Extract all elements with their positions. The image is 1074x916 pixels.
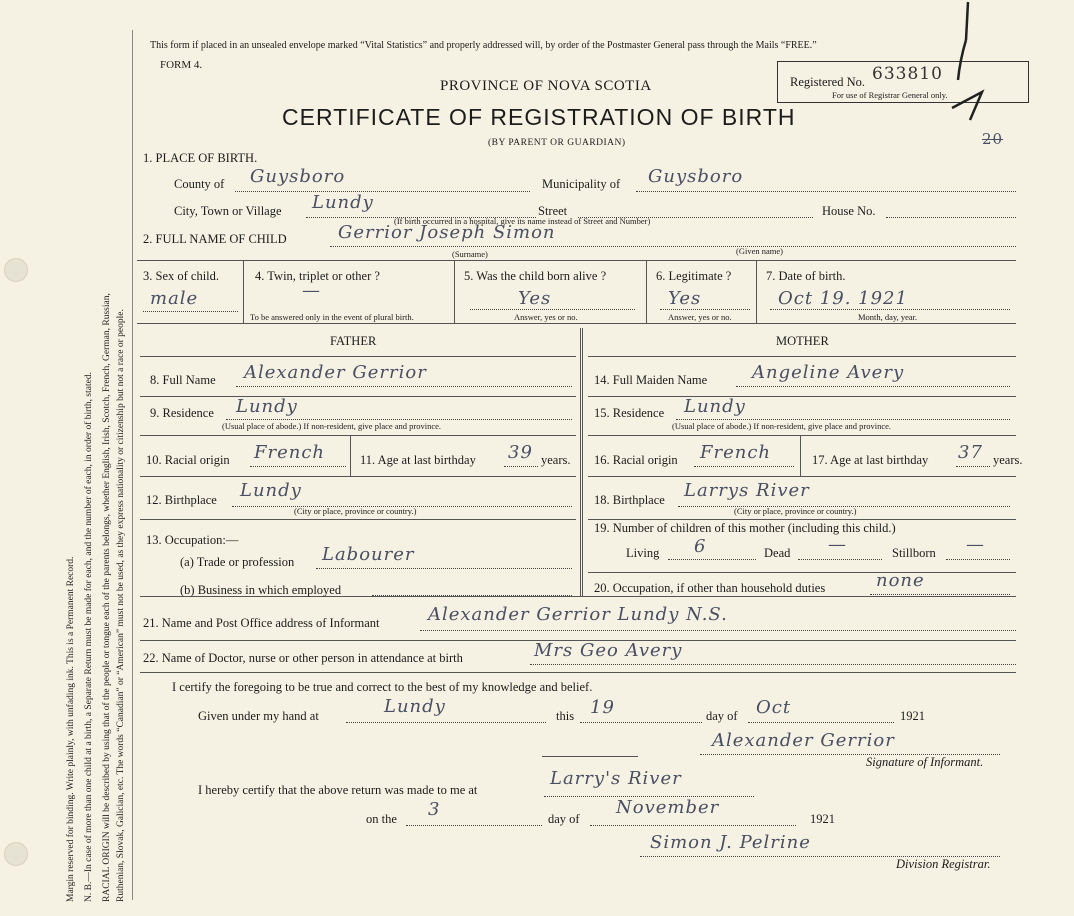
- house-label: House No.: [822, 204, 876, 218]
- house-line: [886, 217, 1016, 218]
- informant-signature-label: Signature of Informant.: [866, 755, 984, 769]
- registrar-day-value: 3: [428, 799, 441, 820]
- sidebar-line-1: Margin reserved for binding. Write plainly, with unfading ink. This is a Permanent Record.: [66, 556, 76, 902]
- dob-label: 7. Date of birth.: [766, 269, 846, 283]
- father-birthplace-label: 12. Birthplace: [146, 493, 217, 507]
- mother-racial-line: [694, 466, 794, 467]
- registered-label: Registered No.: [790, 75, 865, 89]
- father-residence-note: (Usual place of abode.) If non-resident, give place and province.: [222, 421, 442, 431]
- mother-birthplace-note: (City or place, province or country.): [734, 506, 857, 516]
- mother-heading: MOTHER: [776, 334, 829, 348]
- father-racial-line: [250, 466, 346, 467]
- mother-birthplace-label: 18. Birthplace: [594, 493, 665, 507]
- mother-occupation-value: none: [876, 570, 925, 591]
- surname-note: (Surname): [452, 249, 488, 259]
- father-age-value: 39: [508, 442, 533, 463]
- cell-divider: [646, 260, 647, 323]
- cell-divider: [800, 435, 801, 476]
- father-heading: FATHER: [330, 334, 377, 348]
- day-line: [580, 722, 702, 723]
- given-place-line: [346, 722, 546, 723]
- cert-day-value: 19: [590, 697, 615, 718]
- registrar-day-line: [406, 825, 542, 826]
- father-age-line: [504, 466, 538, 467]
- twin-label: 4. Twin, triplet or other ?: [255, 269, 380, 283]
- row-divider: [140, 476, 576, 477]
- mother-residence-label: 15. Residence: [594, 406, 665, 420]
- dayof-label: day of: [706, 709, 738, 723]
- mother-occupation-line: [870, 594, 1010, 595]
- street-label: Street: [538, 204, 568, 218]
- dob-note: Month, day, year.: [858, 312, 918, 322]
- registrar-statement: I hereby certify that the above return was made to me at: [198, 783, 478, 797]
- given-under-label: Given under my hand at: [198, 709, 319, 723]
- binding-margin-line: [132, 30, 133, 900]
- municipality-label: Municipality of: [542, 177, 621, 191]
- registrar-use-note: For use of Registrar General only.: [832, 90, 948, 100]
- registrar-dayof-label: day of: [548, 812, 580, 826]
- punch-hole: [4, 258, 28, 282]
- father-name-line: [236, 386, 572, 387]
- municipality-value: Guysboro: [648, 166, 744, 187]
- given-place-value: Lundy: [384, 696, 446, 717]
- dob-line: [770, 309, 1010, 310]
- living-value: 6: [694, 536, 707, 557]
- row-divider: [137, 323, 1016, 324]
- mother-residence-line: [676, 419, 1010, 420]
- sidebar-line-3: RACIAL ORIGIN will be described by using that of the people or tongue each of the parents belongs, whether English, Irish, Scotch, French, German, Russian,: [102, 293, 112, 902]
- cell-divider: [756, 260, 757, 323]
- father-business-label: (b) Business in which employed: [180, 583, 342, 597]
- informant-value: Alexander Gerrior Lundy N.S.: [428, 604, 728, 625]
- hospital-note: (If birth occurred in a hospital, give its name instead of Street and Number): [394, 216, 651, 226]
- cell-divider: [350, 435, 351, 476]
- registrar-month-value: November: [616, 797, 720, 818]
- legitimate-note: Answer, yes or no.: [668, 312, 732, 322]
- informant-signature: Alexander Gerrior: [712, 730, 895, 751]
- mother-years-label: years.: [993, 453, 1023, 467]
- father-years-label: years.: [541, 453, 571, 467]
- mother-children-label: 19. Number of children of this mother (including this child.): [594, 521, 896, 535]
- father-residence-line: [226, 419, 572, 420]
- punch-hole: [4, 842, 28, 866]
- sex-label: 3. Sex of child.: [143, 269, 220, 283]
- city-value: Lundy: [312, 192, 374, 213]
- registrar-month-line: [590, 825, 796, 826]
- row-divider: [588, 572, 1016, 573]
- mother-header-line: [588, 356, 1016, 357]
- stillborn-line: [946, 559, 1010, 560]
- row-divider: [137, 260, 1016, 261]
- father-birthplace-note: (City or place, province or country.): [294, 506, 417, 516]
- row-divider: [140, 435, 576, 436]
- county-label: County of: [174, 177, 225, 191]
- registered-number: 633810: [872, 64, 943, 84]
- informant-line: [420, 630, 1016, 631]
- cell-divider: [454, 260, 455, 323]
- alive-label: 5. Was the child born alive ?: [464, 269, 607, 283]
- father-residence-value: Lundy: [236, 396, 298, 417]
- dob-value: Oct 19. 1921: [778, 288, 908, 309]
- dead-value: —: [828, 534, 847, 555]
- this-label: this: [556, 709, 575, 723]
- given-name-note: (Given name): [736, 246, 783, 256]
- mother-age-line: [956, 466, 990, 467]
- father-business-line: [372, 595, 572, 596]
- father-age-label: 11. Age at last birthday: [360, 453, 476, 467]
- father-racial-label: 10. Racial origin: [146, 453, 230, 467]
- living-label: Living: [626, 546, 660, 560]
- mother-age-value: 37: [958, 442, 983, 463]
- alive-value: Yes: [518, 288, 552, 309]
- twin-value: —: [302, 280, 321, 301]
- mother-birthplace-value: Larrys River: [684, 480, 810, 501]
- short-rule: [542, 756, 638, 757]
- parents-divider: [580, 328, 583, 596]
- sex-line: [143, 311, 238, 312]
- province-heading: PROVINCE OF NOVA SCOTIA: [440, 78, 652, 94]
- row-divider: [140, 672, 1016, 673]
- stillborn-value: —: [966, 534, 985, 555]
- row-divider: [588, 476, 1016, 477]
- dead-line: [798, 559, 882, 560]
- mother-occupation-label: 20. Occupation, if other than household duties: [594, 581, 826, 595]
- place-section-label: 1. PLACE OF BIRTH.: [143, 151, 258, 165]
- row-divider: [588, 396, 1016, 397]
- cell-divider: [243, 260, 244, 323]
- alive-line: [470, 309, 635, 310]
- cert-month-value: Oct: [756, 697, 792, 718]
- mother-name-value: Angeline Avery: [752, 362, 905, 383]
- sidebar-line-2: N. B.—In case of more than one child at a birth, a Separate Return must be made for each, and the number of each, in order of birth, stated.: [84, 372, 94, 902]
- father-trade-line: [316, 568, 572, 569]
- mother-residence-note: (Usual place of abode.) If non-resident, give place and province.: [672, 421, 892, 431]
- mother-racial-value: French: [700, 442, 772, 463]
- cert-year: 1921: [900, 709, 925, 723]
- father-birthplace-value: Lundy: [240, 480, 302, 501]
- page-title: CERTIFICATE OF REGISTRATION OF BIRTH: [282, 104, 796, 130]
- registrar-signature-label: Division Registrar.: [896, 857, 991, 871]
- corner-number: 20: [982, 130, 1004, 148]
- mother-name-line: [736, 386, 1010, 387]
- county-value: Guysboro: [250, 166, 346, 187]
- city-label: City, Town or Village: [174, 204, 282, 218]
- father-trade-value: Labourer: [322, 544, 415, 565]
- doctor-value: Mrs Geo Avery: [534, 640, 683, 661]
- sex-value: male: [150, 288, 199, 309]
- registrar-place-value: Larry's River: [550, 768, 682, 789]
- father-name-value: Alexander Gerrior: [244, 362, 427, 383]
- mother-name-label: 14. Full Maiden Name: [594, 373, 708, 387]
- father-residence-label: 9. Residence: [150, 406, 214, 420]
- father-name-label: 8. Full Name: [150, 373, 216, 387]
- father-trade-label: (a) Trade or profession: [180, 555, 295, 569]
- doctor-line: [530, 664, 1016, 665]
- dead-label: Dead: [764, 546, 791, 560]
- legitimate-label: 6. Legitimate ?: [656, 269, 732, 283]
- onthe-label: on the: [366, 812, 397, 826]
- page-subtitle: (BY PARENT OR GUARDIAN): [488, 138, 626, 148]
- registrar-signature: Simon J. Pelrine: [650, 832, 811, 853]
- legitimate-line: [660, 309, 750, 310]
- doctor-label: 22. Name of Doctor, nurse or other person in attendance at birth: [143, 651, 463, 665]
- registrar-pen-mark: [930, 0, 990, 125]
- child-name-label: 2. FULL NAME OF CHILD: [143, 232, 287, 246]
- registrar-year: 1921: [810, 812, 835, 826]
- father-header-line: [140, 356, 576, 357]
- father-occupation-label: 13. Occupation:—: [146, 533, 239, 547]
- row-divider: [140, 396, 576, 397]
- living-line: [668, 559, 756, 560]
- row-divider: [588, 519, 1016, 520]
- father-racial-value: French: [254, 442, 326, 463]
- legitimate-value: Yes: [668, 288, 702, 309]
- sidebar-line-4: Ruthenian, Slovak, Galician, etc. The words “Canadian” or “American” must not be used, as they express nationality or citizenship but not a race or people.: [116, 309, 126, 902]
- postal-note: This form if placed in an unsealed envelope marked “Vital Statistics” and properly addressed will, by order of the Postmaster General pass through the Mails “FREE.”: [150, 40, 817, 51]
- alive-note: Answer, yes or no.: [514, 312, 578, 322]
- form-number: FORM 4.: [160, 59, 203, 71]
- child-name-line: [330, 246, 1016, 247]
- county-line: [235, 191, 530, 192]
- certify-statement: I certify the foregoing to be true and correct to the best of my knowledge and belief.: [172, 680, 593, 694]
- row-divider: [140, 519, 576, 520]
- mother-racial-label: 16. Racial origin: [594, 453, 678, 467]
- row-divider: [588, 435, 1016, 436]
- informant-label: 21. Name and Post Office address of Informant: [143, 616, 380, 630]
- month-line: [748, 722, 894, 723]
- mother-residence-value: Lundy: [684, 396, 746, 417]
- twin-note: To be answered only in the event of plural birth.: [250, 312, 414, 322]
- municipality-line: [636, 191, 1016, 192]
- mother-age-label: 17. Age at last birthday: [812, 453, 929, 467]
- stillborn-label: Stillborn: [892, 546, 936, 560]
- child-name-value: Gerrior Joseph Simon: [338, 222, 556, 243]
